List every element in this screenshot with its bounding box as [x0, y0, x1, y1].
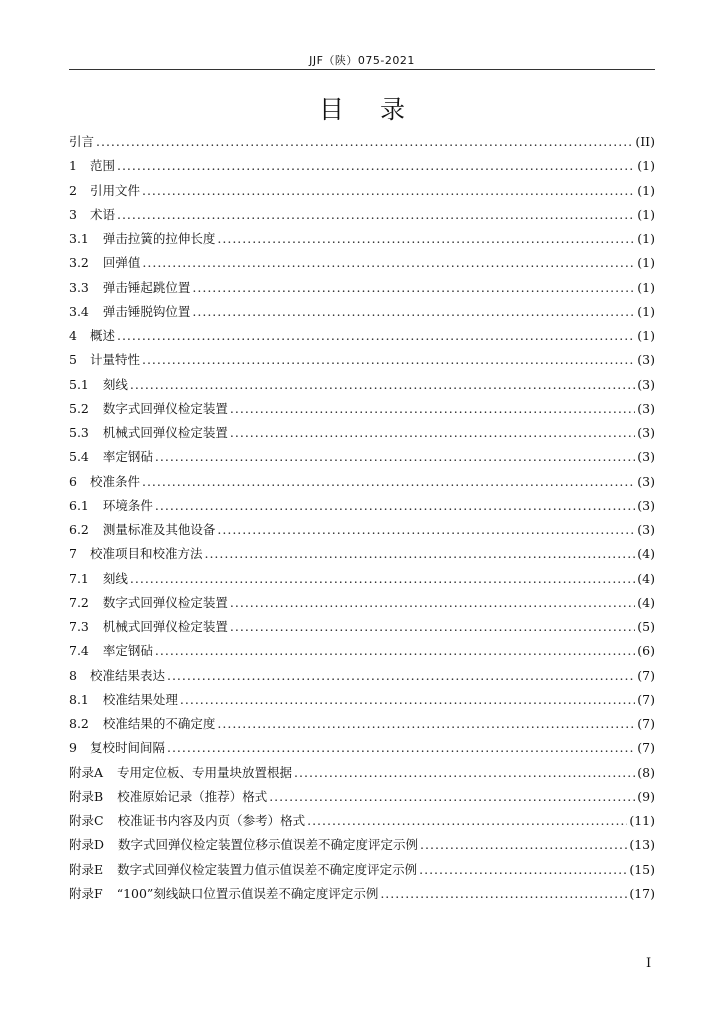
toc-entry-number: 7.3 [69, 619, 89, 634]
toc-entry-title: 回弹值 [102, 255, 141, 271]
document-code-header: JJF（陕）075-2021 [309, 54, 415, 67]
toc-entry-title: 引用文件 [89, 182, 140, 198]
toc-entry-title: 机械式回弹仪检定装置 [102, 425, 228, 440]
toc-entry[interactable] [69, 470, 655, 494]
toc-entry-page: (1) [637, 279, 655, 295]
toc-entry-title: 范围 [89, 158, 115, 174]
toc-entry-number: 9 [69, 740, 77, 756]
dot-leader [130, 373, 635, 397]
toc-entry[interactable] [69, 276, 655, 300]
toc-entry-number: 6.1 [69, 497, 89, 513]
toc-entry-page: (4) [637, 594, 655, 610]
toc-entry-title: 专用定位板、专用量块放置根据 [117, 764, 293, 780]
toc-entry-number: 7.2 [69, 594, 89, 610]
toc-entry-page: (1) [637, 328, 655, 343]
toc-entry-title: 数字式回弹仪检定装置 [102, 594, 228, 610]
toc-entry-number: 5.1 [69, 376, 89, 392]
toc-entry-number: 5 [69, 352, 77, 368]
toc-entry[interactable] [69, 664, 655, 688]
toc-entry[interactable] [69, 712, 655, 736]
toc-entry-title: “100”刻线缺口位置示值误差不确定度评定示例 [116, 885, 379, 901]
toc-entry-number: 3.2 [69, 255, 89, 271]
dot-leader [142, 251, 635, 275]
toc-entry-title: 测量标准及其他设备 [102, 522, 216, 537]
dot-leader [204, 542, 635, 566]
toc-entry-number: 3.1 [69, 231, 89, 246]
toc-entry-page: (1) [637, 158, 655, 174]
toc-entry-number: 8.1 [69, 691, 89, 707]
toc-entry-page: (3) [637, 449, 655, 465]
toc-entry-number: 附录A [69, 764, 104, 780]
toc-entry-page: (11) [629, 813, 655, 828]
toc-entry-title: 计量特性 [89, 352, 140, 368]
toc-entry-page: (1) [637, 255, 655, 271]
toc-entry[interactable] [69, 882, 655, 906]
toc-entry[interactable] [69, 251, 655, 275]
toc-entry[interactable] [69, 809, 655, 833]
toc-entry-page: (4) [637, 546, 655, 562]
toc-entry-title: 校准证书内容及内页（参考）格式 [117, 813, 306, 828]
dot-leader [230, 615, 635, 639]
toc-entry[interactable] [69, 615, 655, 639]
toc-entry[interactable] [69, 785, 655, 809]
toc-entry-title: 校准项目和校准方法 [89, 546, 203, 562]
dot-leader [117, 203, 635, 227]
toc-entry-number: 附录F [69, 885, 103, 901]
toc-entry-number: 5.2 [69, 400, 89, 416]
toc-entry-title: 率定钢砧 [102, 449, 153, 465]
toc-entry-title: 数字式回弹仪检定装置位移示值误差不确定度评定示例 [118, 837, 419, 853]
toc-entry[interactable] [69, 567, 655, 591]
toc-entry-page: (8) [637, 764, 655, 780]
dot-leader [167, 664, 635, 688]
toc-entry-page: (7) [637, 740, 655, 756]
toc-entry[interactable] [69, 179, 655, 203]
toc-entry-title: 数字式回弹仪检定装置 [102, 400, 228, 416]
toc-entry-title: 校准结果处理 [102, 691, 178, 707]
toc-entry[interactable] [69, 373, 655, 397]
toc-entry-page: (3) [637, 352, 655, 368]
toc-entry[interactable] [69, 518, 655, 542]
dot-leader [217, 227, 635, 251]
toc-entry-title: 刻线 [102, 570, 128, 586]
toc-entry-page: (3) [637, 400, 655, 416]
toc-entry-title: 术语 [89, 206, 115, 222]
toc-entry[interactable] [69, 130, 655, 154]
toc-entry-title: 环境条件 [102, 497, 153, 513]
toc-entry-page: (9) [637, 788, 655, 804]
toc-entry-number: 6.2 [69, 522, 89, 537]
dot-leader [217, 518, 635, 542]
dot-leader [230, 421, 635, 445]
toc-entry-page: (1) [637, 182, 655, 198]
toc-entry[interactable] [69, 348, 655, 372]
toc-entry-number: 2 [69, 182, 77, 198]
toc-entry-page: (3) [637, 497, 655, 513]
toc-entry[interactable] [69, 203, 655, 227]
toc-entry-number: 8 [69, 667, 77, 683]
dot-leader [230, 591, 635, 615]
toc-entry-title: 复校时间间隔 [89, 740, 165, 756]
table-of-contents [69, 130, 655, 906]
toc-entry[interactable] [69, 445, 655, 469]
toc-entry-page: (7) [637, 716, 655, 731]
dot-leader [142, 348, 635, 372]
dot-leader [230, 397, 635, 421]
toc-entry[interactable] [69, 324, 655, 348]
dot-leader [307, 809, 627, 833]
dot-leader [142, 470, 635, 494]
dot-leader [294, 761, 635, 785]
page-number: I [646, 956, 652, 971]
toc-entry-page: (7) [637, 667, 655, 683]
dot-leader [96, 130, 633, 154]
toc-entry[interactable] [69, 154, 655, 178]
toc-entry-title: 弹击拉簧的拉伸长度 [102, 231, 216, 246]
toc-entry-number: 7.4 [69, 643, 89, 659]
toc-entry[interactable] [69, 542, 655, 566]
toc-entry-page: (6) [637, 643, 655, 659]
toc-entry-page: (3) [637, 376, 655, 392]
toc-entry-page: (4) [637, 570, 655, 586]
toc-entry[interactable] [69, 591, 655, 615]
dot-leader [117, 154, 635, 178]
toc-entry-number: 3.4 [69, 303, 89, 319]
toc-entry-number: 1 [69, 158, 77, 174]
toc-entry[interactable] [69, 300, 655, 324]
toc-entry-number: 8.2 [69, 716, 89, 731]
toc-entry[interactable] [69, 688, 655, 712]
toc-entry-number: 3 [69, 206, 77, 222]
toc-entry-page: (3) [637, 473, 655, 489]
dot-leader [192, 276, 635, 300]
dot-leader [419, 858, 627, 882]
toc-entry-number: 附录C [69, 813, 104, 828]
page-title: 目 录 [319, 95, 419, 124]
dot-leader [269, 785, 635, 809]
toc-entry[interactable] [69, 858, 655, 882]
dot-leader [180, 688, 635, 712]
toc-entry-page: (7) [637, 691, 655, 707]
toc-entry[interactable] [69, 833, 655, 857]
dot-leader [217, 712, 635, 736]
toc-entry[interactable] [69, 397, 655, 421]
toc-entry-page: (13) [629, 837, 655, 853]
toc-entry-number: 附录E [69, 861, 104, 877]
toc-entry-title: 弹击锤脱钩位置 [102, 303, 191, 319]
toc-entry-page: (3) [637, 425, 655, 440]
dot-leader [155, 494, 635, 518]
toc-entry[interactable] [69, 761, 655, 785]
toc-entry[interactable] [69, 736, 655, 760]
toc-entry-number: 4 [69, 328, 77, 343]
toc-entry-title: 引言 [69, 134, 95, 149]
dot-leader [155, 445, 635, 469]
toc-entry-page: (II) [635, 134, 655, 149]
toc-entry-title: 机械式回弹仪检定装置 [102, 619, 228, 634]
toc-entry[interactable] [69, 227, 655, 251]
toc-entry-number: 7 [69, 546, 77, 562]
toc-entry-title: 校准原始记录（推荐）格式 [117, 788, 268, 804]
toc-entry-title: 弹击锤起跳位置 [102, 279, 191, 295]
toc-entry-page: (15) [629, 861, 655, 877]
toc-entry-title: 概述 [89, 328, 115, 343]
toc-entry-number: 6 [69, 473, 77, 489]
toc-entry-title: 校准结果表达 [89, 667, 165, 683]
dot-leader [380, 882, 627, 906]
dot-leader [142, 179, 635, 203]
toc-entry-title: 校准结果的不确定度 [102, 716, 216, 731]
toc-entry-number: 7.1 [69, 570, 89, 586]
toc-entry[interactable] [69, 421, 655, 445]
toc-entry-page: (1) [637, 303, 655, 319]
toc-entry-page: (1) [637, 206, 655, 222]
toc-entry[interactable] [69, 639, 655, 663]
toc-entry-title: 校准条件 [89, 473, 140, 489]
toc-entry-page: (1) [637, 231, 655, 246]
dot-leader [130, 567, 635, 591]
dot-leader [420, 833, 627, 857]
header-rule [69, 69, 655, 70]
toc-entry-page: (3) [637, 522, 655, 537]
dot-leader [167, 736, 635, 760]
toc-entry-title: 数字式回弹仪检定装置力值示值误差不确定度评定示例 [117, 861, 418, 877]
dot-leader [155, 639, 635, 663]
toc-entry-number: 3.3 [69, 279, 89, 295]
toc-entry-number: 5.3 [69, 425, 89, 440]
toc-entry-number: 5.4 [69, 449, 89, 465]
toc-entry-page: (5) [637, 619, 655, 634]
toc-entry-page: (17) [629, 885, 655, 901]
toc-entry-title: 率定钢砧 [102, 643, 153, 659]
dot-leader [192, 300, 635, 324]
toc-entry-number: 附录B [69, 788, 104, 804]
toc-entry-number: 附录D [69, 837, 105, 853]
toc-entry-title: 刻线 [102, 376, 128, 392]
dot-leader [117, 324, 635, 348]
toc-entry[interactable] [69, 494, 655, 518]
